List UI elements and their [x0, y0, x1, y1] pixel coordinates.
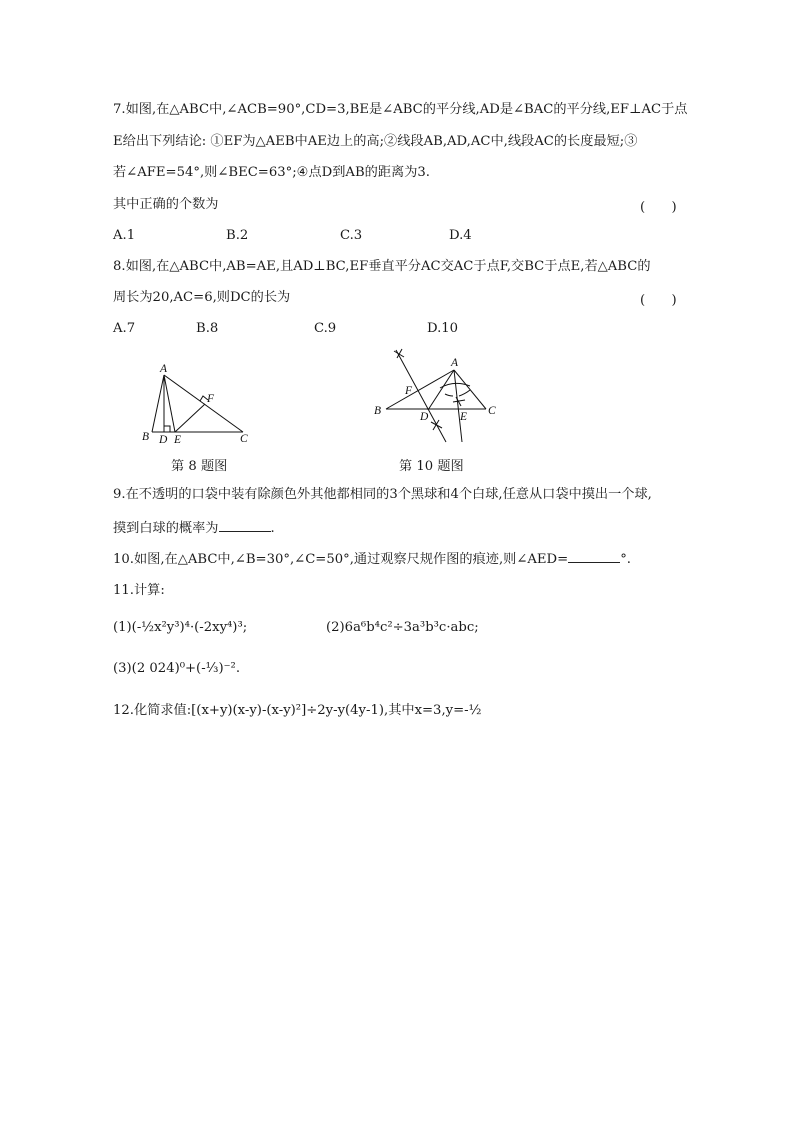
q10-answer-blank[interactable]: [568, 549, 620, 563]
fig10-cross-mark-middle: [453, 397, 465, 406]
fig8-label-d: D: [159, 434, 168, 446]
fig8-label-b: B: [142, 431, 150, 443]
q8-line-1: 8.如图,在△ABC中,AB=AE,且AD⊥BC,EF垂直平分AC交AC于点F,交BC于点E,若△ABC的: [113, 259, 651, 274]
q7-option-b: B.2: [226, 228, 249, 243]
fig10-label-c: C: [488, 405, 496, 417]
fig10-arc-left: [445, 394, 453, 396]
q7-option-a: A.1: [113, 228, 136, 243]
q8-option-c: C.9: [314, 321, 337, 336]
q10-line-1: [113, 549, 631, 569]
q7-answer-paren: ( ): [640, 200, 677, 215]
fig10-segment-ad: [428, 370, 454, 410]
q8-line-2: 周长为20,AC=6,则DC的长为: [113, 290, 291, 305]
fig8-label-a: A: [160, 363, 168, 375]
q9-answer-blank[interactable]: [219, 518, 271, 532]
figure-8-caption: 第 8 题图: [171, 459, 228, 474]
fig10-segment-ac: [454, 370, 486, 409]
q7-option-c: C.3: [340, 228, 363, 243]
fig10-cross-mark-top: [394, 349, 404, 358]
q7-line-2: E给出下列结论: ①EF为△AEB中AE边上的高;②线段AB,AD,AC中,线段AC的长度最短;③: [113, 134, 638, 149]
q8-option-a: A.7: [113, 321, 136, 336]
fig10-label-e: E: [460, 411, 468, 423]
fig8-label-c: C: [240, 433, 248, 445]
fig10-perpendicular-bisector: [396, 350, 446, 442]
fig8-segment-ac: [164, 375, 243, 432]
q9-line-2-text: 摸到白球的概率为: [113, 521, 219, 536]
q8-answer-paren: ( ): [640, 293, 677, 308]
figure-8: [130, 358, 260, 448]
fig8-segment-ef: [175, 404, 205, 432]
q11-part-1: (1)(-½x²y³)⁴·(-2xy⁴)³;: [113, 620, 248, 635]
q11-title: 11.计算:: [113, 583, 165, 598]
fig8-segment-ae: [164, 375, 175, 432]
fig10-arc-right: [459, 390, 470, 396]
q8-option-d: D.10: [427, 321, 459, 336]
fig8-right-angle-d: [164, 426, 170, 432]
q9-line-1: 9.在不透明的口袋中装有除颜色外其他都相同的3个黑球和4个白球,任意从口袋中摸出一个球,: [113, 487, 652, 502]
fig10-label-a: A: [451, 357, 459, 369]
figure-10-caption: 第 10 题图: [399, 459, 464, 474]
fig8-segment-ab: [152, 375, 164, 432]
q7-line-4: 其中正确的个数为: [113, 197, 219, 212]
q9-line-2-tail: .: [270, 521, 275, 536]
fig10-segment-ab: [386, 370, 454, 409]
fig10-label-b: B: [374, 405, 382, 417]
fig8-label-e: E: [174, 434, 182, 446]
q12-text: 12.化简求值:[(x+y)(x-y)-(x-y)²]÷2y-y(4y-1),其中x=3,y=-½: [113, 703, 482, 718]
q11-part-3: (3)(2 024)⁰+(-⅓)⁻².: [113, 661, 241, 676]
figure-10: [370, 344, 500, 446]
q11-part-2: (2)6a⁶b⁴c²÷3a³b³c·abc;: [326, 620, 479, 635]
fig10-label-d: D: [420, 411, 429, 423]
q9-line-2: [113, 518, 275, 538]
q7-line-1: 7.如图,在△ABC中,∠ACB=90°,CD=3,BE是∠ABC的平分线,AD是∠BAC的平分线,EF⊥AC于点: [113, 102, 688, 117]
q8-option-b: B.8: [196, 321, 219, 336]
fig10-cross-mark-bottom: [431, 420, 442, 430]
fig8-label-f: F: [207, 393, 215, 405]
q10-line-1-tail: °.: [620, 552, 631, 567]
fig10-label-f: F: [405, 385, 413, 397]
q10-line-1-text: 10.如图,在△ABC中,∠B=30°,∠C=50°,通过观察尺规作图的痕迹,则∠AED=: [113, 552, 569, 567]
q7-option-d: D.4: [449, 228, 472, 243]
q7-line-3: 若∠AFE=54°,则∠BEC=63°;④点D到AB的距离为3.: [113, 165, 430, 180]
